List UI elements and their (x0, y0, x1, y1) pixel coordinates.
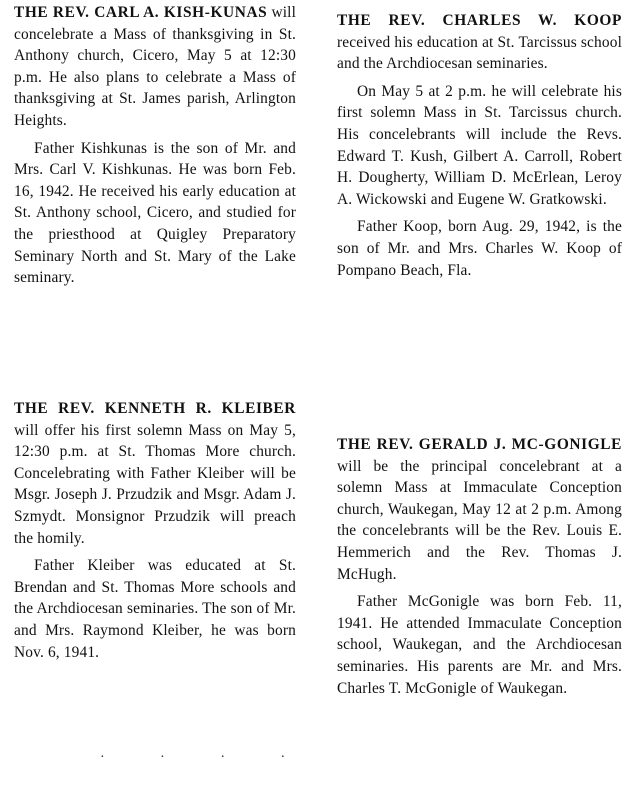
article-paragraph: Father McGonigle was born Feb. 11, 1941. He attended Immaculate Conception school, Waukegan, and the Archdiocesan seminaries. His parents are Mr. and Mrs. Charles T. McGonigle of Waukegan. (337, 593, 622, 697)
article-lead: THE REV. CHARLES W. KOOP (337, 12, 622, 29)
article-kishkunas (14, 2, 296, 289)
article-text: will concelebrate a Mass of thanksgiving in St. Anthony church, Cicero, May 5 at 12:30 p.m. He also plans to celebrate a Mass of thanksgiving at St. James parish, Arlington Heights. (14, 4, 296, 129)
article-paragraph: Father Kleiber was educated at St. Brendan and St. Thomas More schools and the Archdiocesan seminaries. The son of Mr. and Mrs. Raymond Kleiber, he was born Nov. 6, 1941. (14, 557, 296, 661)
article-kleiber (14, 398, 296, 663)
article-paragraph: Father Kishkunas is the son of Mr. and Mrs. Carl V. Kishkunas. He was born Feb. 16, 1942. He received his early education at St. Anthony school, Cicero, and studied for the priesthood at Quigley Preparatory Seminary North and St. Mary of the Lake seminary. (14, 139, 296, 287)
article-mcgonigle (337, 434, 622, 699)
article-text: will offer his first solemn Mass on May 5, 12:30 p.m. at St. Thomas More church. Concelebrating with Father Kleiber will be Msgr. Joseph J. Przudzik and Msgr. Adam J. Szmydt. Monsignor Przudzik will preach the homily. (14, 421, 296, 547)
article-text: received his education at St. Tarcissus school and the Archdiocesan seminaries. (337, 33, 622, 73)
article-paragraph: On May 5 at 2 p.m. he will celebrate his first solemn Mass in St. Tarcissus church. His concelebrants will include the Revs. Edward T. Kush, Gilbert A. Carroll, Robert H. Dougherty, William D. McErlean, Leroy A. Wickowski and Eugene W. Gratkowski. (337, 82, 622, 208)
article-paragraph (337, 10, 622, 75)
article-koop (337, 10, 622, 281)
article-lead: THE REV. CARL A. KISH-KUNAS (14, 4, 268, 21)
separator-dots: · · · · (100, 750, 312, 765)
article-paragraph (14, 2, 296, 132)
article-paragraph (337, 434, 622, 585)
article-paragraph: Father Koop, born Aug. 29, 1942, is the son of Mr. and Mrs. Charles W. Koop of Pompano Beach, Fla. (337, 218, 622, 279)
article-paragraph (14, 398, 296, 549)
article-lead: THE REV. GERALD J. MC-GONIGLE (337, 436, 622, 453)
article-text: will be the principal concelebrant at a solemn Mass at Immaculate Conception church, Waukegan, May 12 at 2 p.m. Among the concelebrants will be the Rev. Louis E. Hemmerich and the Rev. Thomas J. McHugh. (337, 457, 622, 583)
article-lead: THE REV. KENNETH R. KLEIBER (14, 400, 296, 417)
